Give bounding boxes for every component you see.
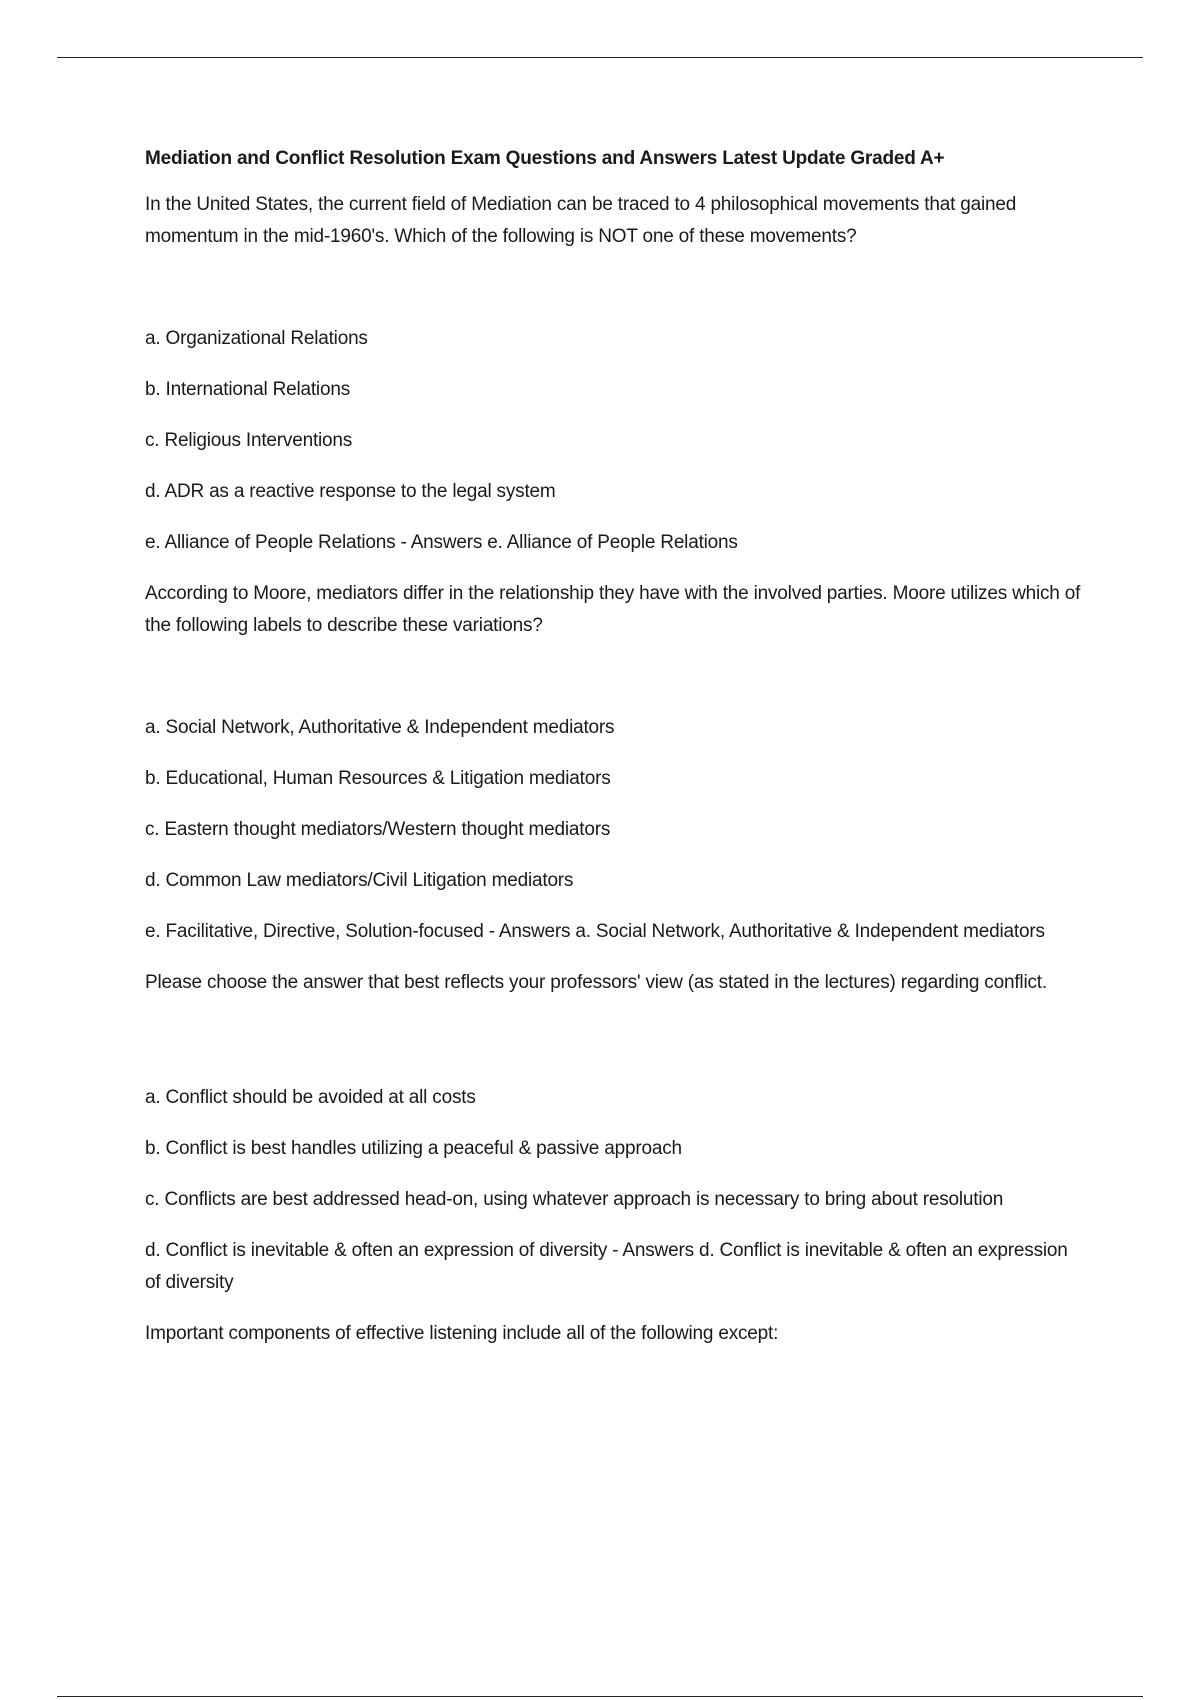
answer-option: a. Social Network, Authoritative & Independent mediators xyxy=(145,717,615,738)
question-block xyxy=(145,189,1085,559)
answer-option: d. Conflict is inevitable & often an expression of diversity - Answers d. Conflict is inevitable & often an expression of diversity xyxy=(145,1240,1068,1293)
answer-option: a. Organizational Relations xyxy=(145,328,368,349)
document-body xyxy=(145,143,1085,1369)
answer-option: e. Alliance of People Relations - Answers e. Alliance of People Relations xyxy=(145,532,738,553)
answer-option: c. Conflicts are best addressed head-on, using whatever approach is necessary to bring about resolution xyxy=(145,1189,1004,1210)
answer-option: b. Educational, Human Resources & Litigation mediators xyxy=(145,768,611,789)
answer-option: d. ADR as a reactive response to the legal system xyxy=(145,481,556,502)
document-title: Mediation and Conflict Resolution Exam Questions and Answers Latest Update Graded A+ xyxy=(145,148,945,169)
answer-option: b. International Relations xyxy=(145,379,350,400)
question-block xyxy=(145,1318,1085,1350)
header-rule xyxy=(57,57,1143,58)
question-block xyxy=(145,967,1085,1299)
answer-option: c. Eastern thought mediators/Western thought mediators xyxy=(145,819,611,840)
answer-option: a. Conflict should be avoided at all costs xyxy=(145,1087,476,1108)
answer-option: c. Religious Interventions xyxy=(145,430,353,451)
answer-option: b. Conflict is best handles utilizing a peaceful & passive approach xyxy=(145,1138,682,1159)
answer-option: e. Facilitative, Directive, Solution-focused - Answers a. Social Network, Authoritative & Independent mediators xyxy=(145,921,1045,942)
question-prompt: Important components of effective listening include all of the following except: xyxy=(145,1323,779,1344)
question-block xyxy=(145,578,1085,948)
question-prompt: In the United States, the current field of Mediation can be traced to 4 philosophical movements that gained momentum in the mid-1960's. Which of the following is NOT one of these movements? xyxy=(145,194,1017,247)
question-prompt: According to Moore, mediators differ in the relationship they have with the involved parties. Moore utilizes which of the following labels to describe these variations? xyxy=(145,583,1081,636)
question-prompt: Please choose the answer that best reflects your professors' view (as stated in the lectures) regarding conflict. xyxy=(145,972,1047,993)
answer-option: d. Common Law mediators/Civil Litigation mediators xyxy=(145,870,574,891)
footer-rule xyxy=(57,1696,1143,1697)
